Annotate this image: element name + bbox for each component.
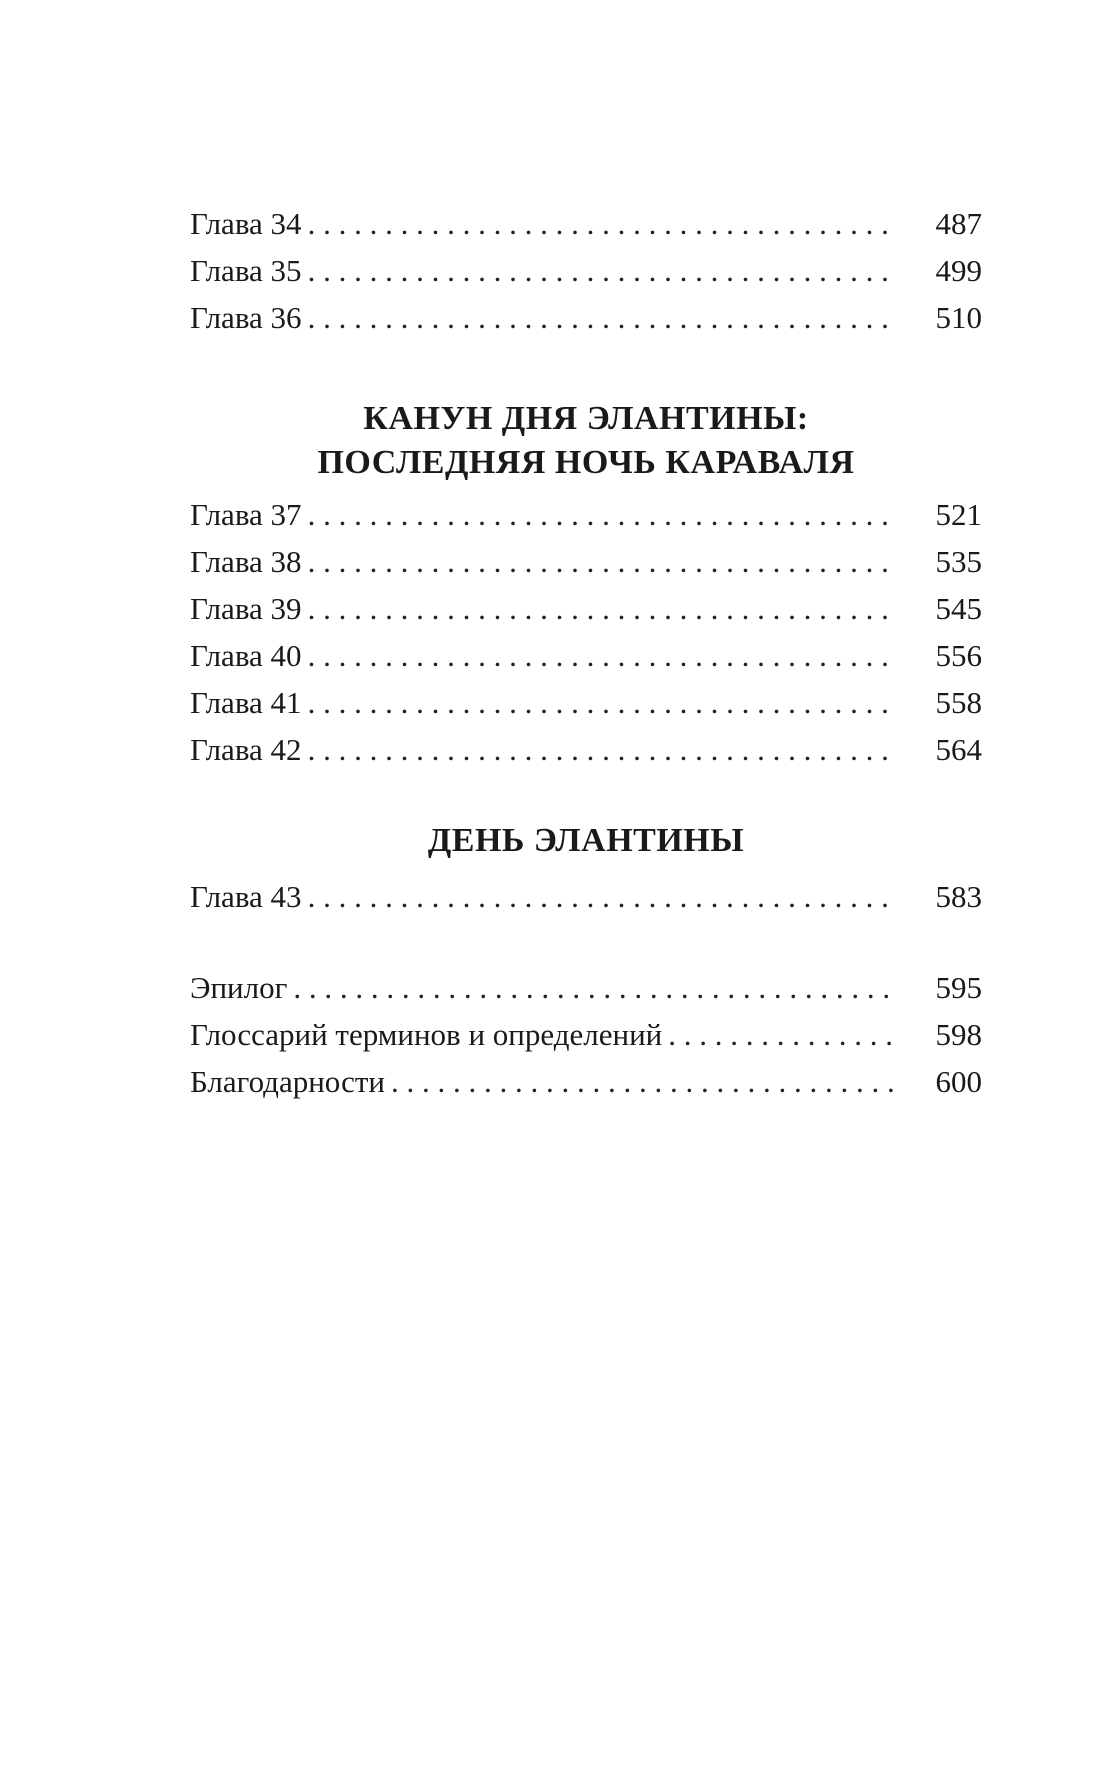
dot-leader: [293, 964, 894, 1011]
toc-entry-page: 545: [935, 591, 982, 626]
dot-leader: [308, 247, 894, 294]
dot-leader: [308, 873, 894, 920]
toc-entry[interactable]: [190, 585, 982, 632]
toc-entry[interactable]: [190, 964, 982, 1011]
section-heading-line: ДЕНЬ ЭЛАНТИНЫ: [427, 822, 745, 859]
dot-leader: [308, 200, 894, 247]
toc-entry[interactable]: [190, 873, 982, 920]
section-heading-line: КАНУН ДНЯ ЭЛАНТИНЫ:: [363, 400, 809, 437]
toc-entry-title: Глава 37: [190, 497, 302, 532]
section-heading: [190, 397, 982, 485]
toc-entry-title: Глава 34: [190, 206, 302, 241]
dot-leader: [308, 585, 894, 632]
toc-entry-title: Глава 41: [190, 685, 302, 720]
toc-entry-title: Глава 43: [190, 879, 302, 914]
toc-entry-page: 556: [935, 638, 982, 673]
table-of-contents: [190, 200, 982, 1105]
toc-entry-page: 499: [935, 253, 982, 288]
toc-entry-title: Глава 40: [190, 638, 302, 673]
dot-leader: [308, 726, 894, 773]
toc-entry-title: Глоссарий терминов и определений: [190, 1017, 663, 1052]
toc-entry-page: 558: [935, 685, 982, 720]
toc-entry-title: Благодарности: [190, 1064, 385, 1099]
toc-entry[interactable]: [190, 726, 982, 773]
toc-entry[interactable]: [190, 294, 982, 341]
dot-leader: [391, 1058, 894, 1105]
toc-group: [190, 200, 982, 341]
toc-group: [190, 491, 982, 773]
dot-leader: [668, 1011, 894, 1058]
toc-entry[interactable]: [190, 1011, 982, 1058]
toc-entry-page: 600: [935, 1064, 982, 1099]
toc-entry[interactable]: [190, 679, 982, 726]
section-heading-line: ПОСЛЕДНЯЯ НОЧЬ КАРАВАЛЯ: [317, 444, 855, 481]
toc-entry-page: 595: [935, 970, 982, 1005]
toc-entry-title: Глава 35: [190, 253, 302, 288]
toc-entry-title: Глава 42: [190, 732, 302, 767]
toc-entry[interactable]: [190, 247, 982, 294]
toc-entry[interactable]: [190, 200, 982, 247]
dot-leader: [308, 294, 894, 341]
toc-entry-title: Эпилог: [190, 970, 288, 1005]
toc-entry-page: 535: [935, 544, 982, 579]
dot-leader: [308, 491, 894, 538]
toc-entry-title: Глава 38: [190, 544, 302, 579]
toc-entry-page: 510: [935, 300, 982, 335]
toc-entry[interactable]: [190, 491, 982, 538]
toc-entry[interactable]: [190, 538, 982, 585]
toc-entry-page: 487: [935, 206, 982, 241]
section-heading: [190, 819, 982, 863]
toc-entry-page: 521: [935, 497, 982, 532]
dot-leader: [308, 538, 894, 585]
dot-leader: [308, 679, 894, 726]
dot-leader: [308, 632, 894, 679]
toc-entry-title: Глава 36: [190, 300, 302, 335]
toc-group: [190, 873, 982, 920]
toc-entry-page: 564: [935, 732, 982, 767]
toc-entry[interactable]: [190, 1058, 982, 1105]
toc-entry-title: Глава 39: [190, 591, 302, 626]
toc-entry-page: 598: [935, 1017, 982, 1052]
toc-entry[interactable]: [190, 632, 982, 679]
toc-group: [190, 964, 982, 1105]
toc-entry-page: 583: [935, 879, 982, 914]
